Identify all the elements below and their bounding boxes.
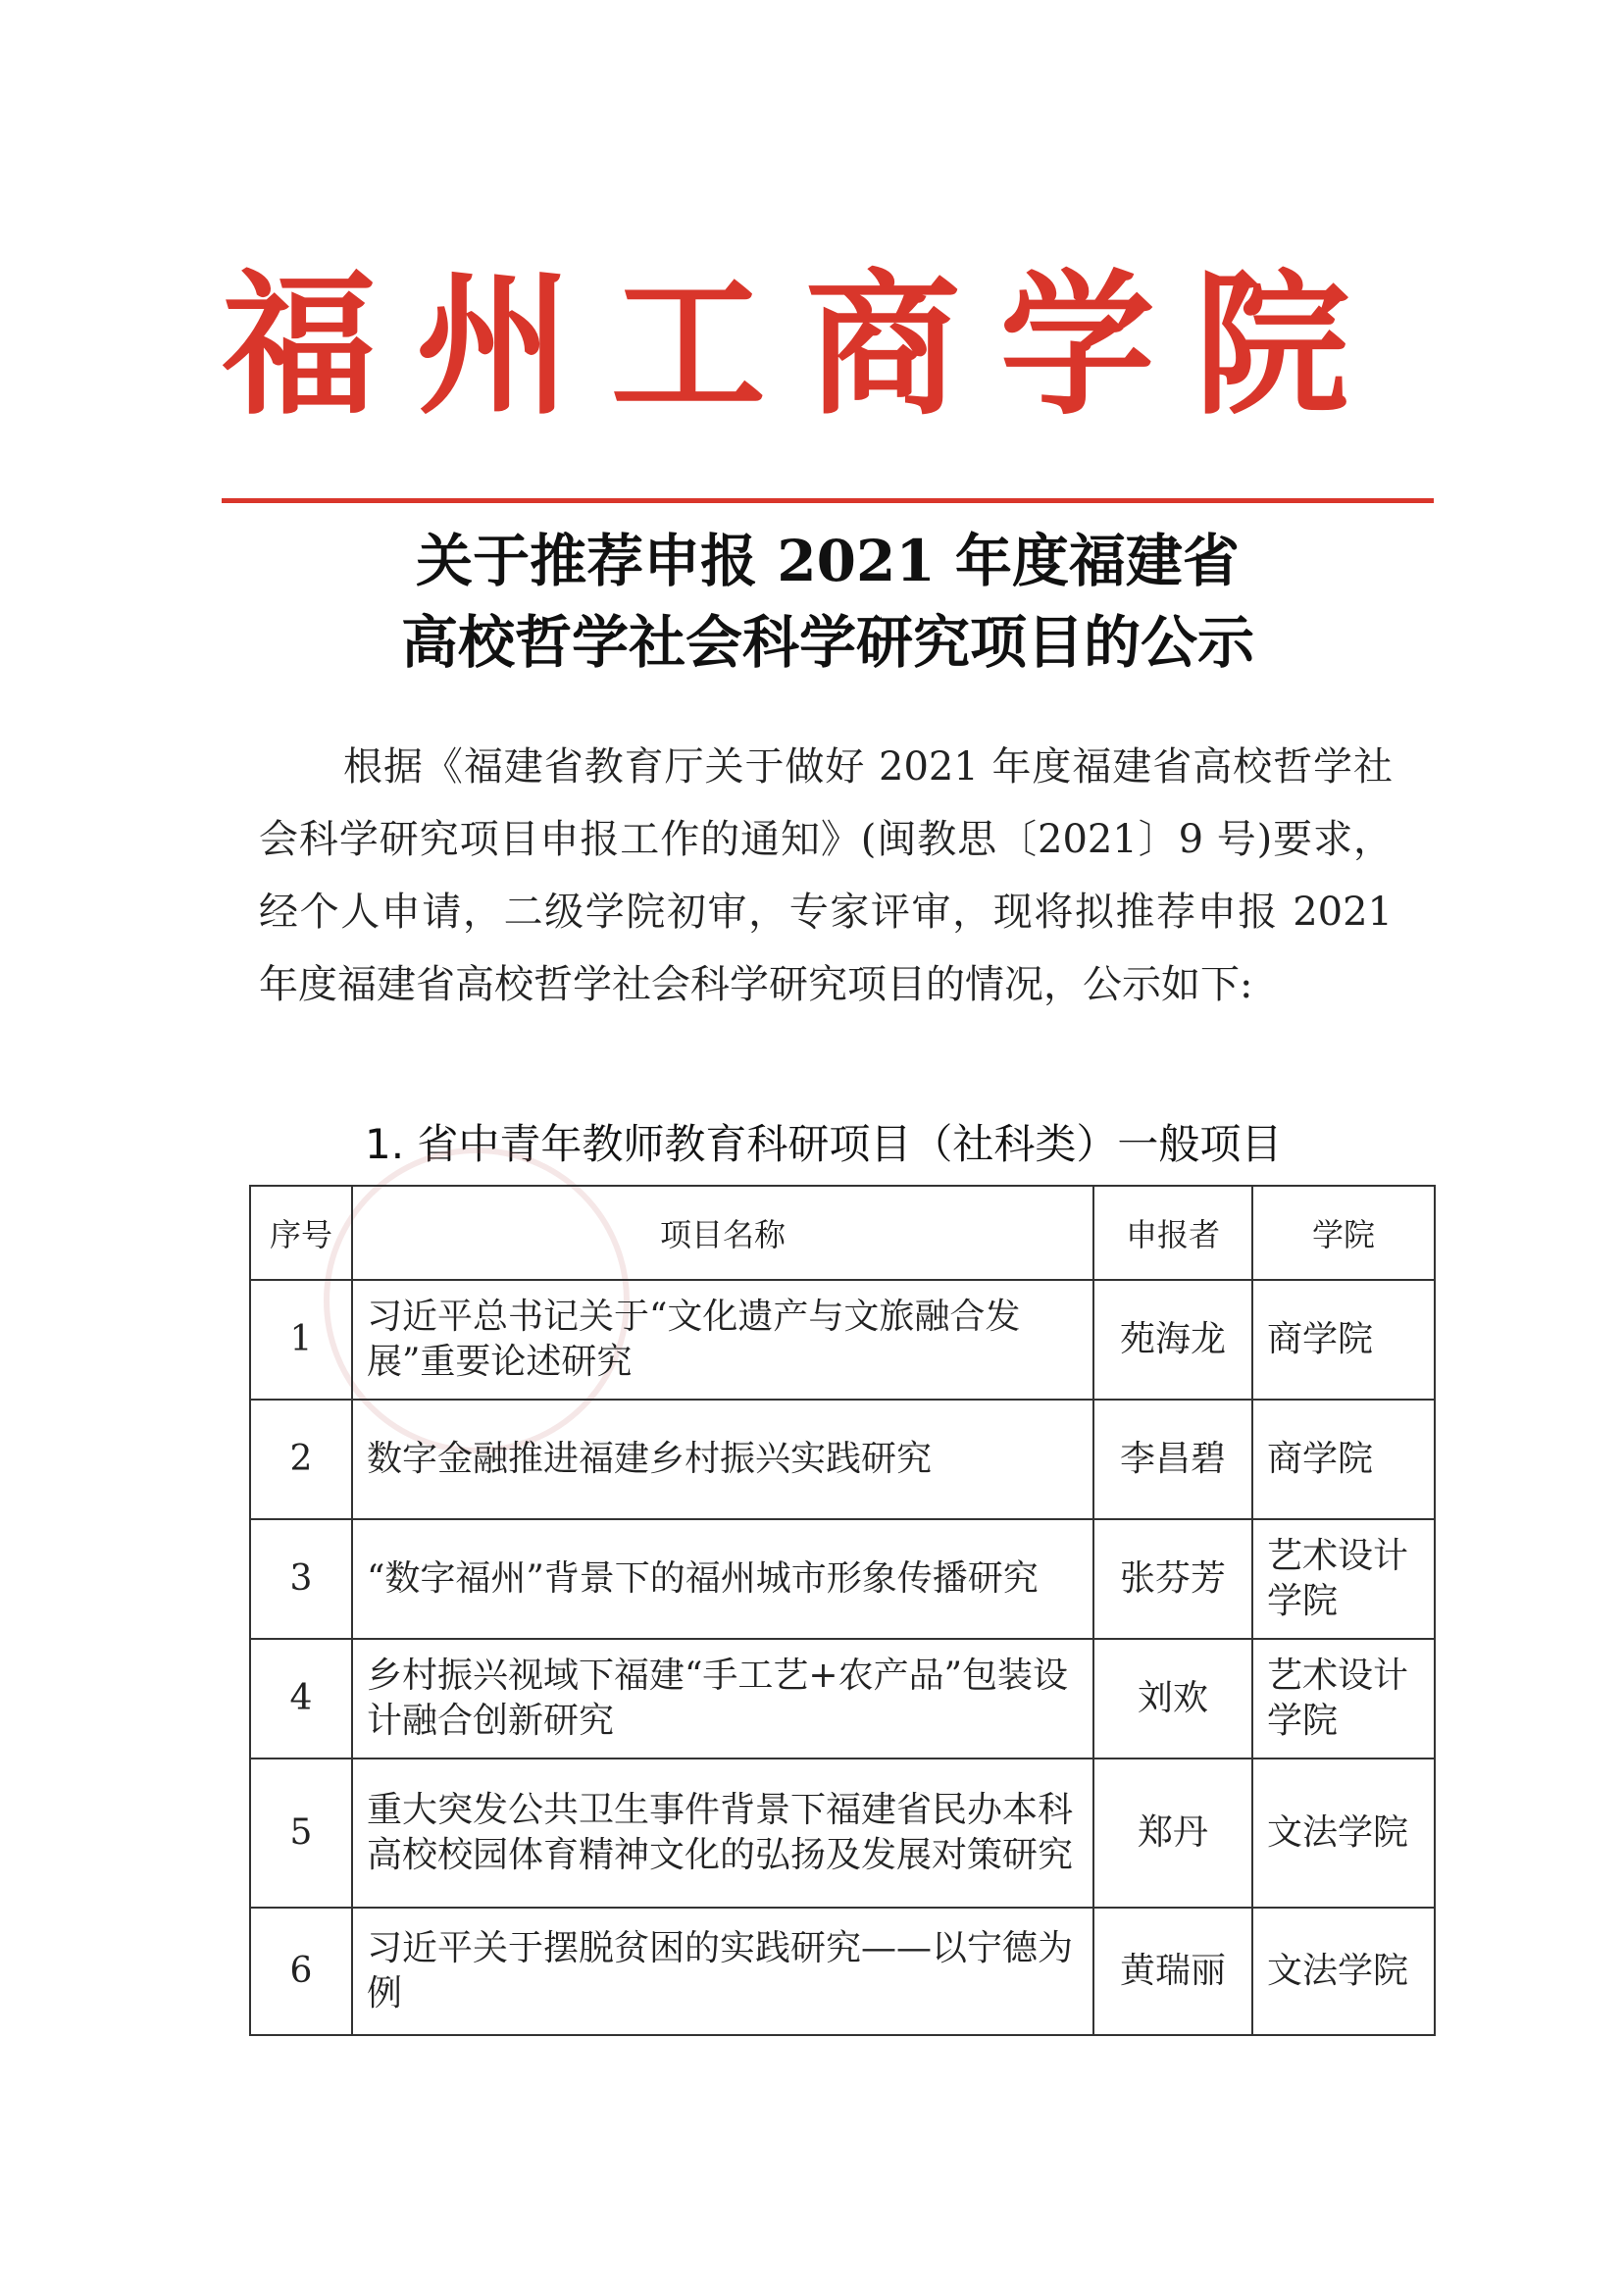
cell-project-name: 乡村振兴视域下福建“手工艺+农产品”包装设计融合创新研究: [352, 1639, 1093, 1759]
cell-college: 商学院: [1252, 1280, 1435, 1400]
masthead: [222, 255, 1349, 436]
section-heading: 1. 省中青年教师教育科研项目（社科类）一般项目: [365, 1120, 1283, 1168]
cell-applicant: 张芬芳: [1093, 1519, 1252, 1639]
table-row: [250, 1639, 1435, 1759]
cell-project-name: 重大突发公共卫生事件背景下福建省民办本科高校校园体育精神文化的弘扬及发展对策研究: [352, 1759, 1093, 1908]
table-row: [250, 1759, 1435, 1908]
header-seq: 序号: [250, 1186, 352, 1280]
cell-project-name: 习近平关于摆脱贫困的实践研究——以宁德为例: [352, 1908, 1093, 2035]
masthead-char: 商: [805, 255, 961, 436]
masthead-char: 州: [416, 255, 572, 436]
masthead-char: 福: [222, 255, 377, 436]
cell-college: 文法学院: [1252, 1759, 1435, 1908]
table-header-row: [250, 1186, 1435, 1280]
table-row: [250, 1280, 1435, 1400]
masthead-char: 工: [610, 255, 766, 436]
header-applicant: 申报者: [1093, 1186, 1252, 1280]
cell-college: 商学院: [1252, 1400, 1435, 1519]
document-title-line-2: 高校哲学社会科学研究项目的公示: [400, 609, 1254, 676]
masthead-char: 学: [999, 255, 1155, 436]
document-title-line-1: 关于推荐申报 2021 年度福建省: [416, 528, 1240, 594]
cell-applicant: 李昌碧: [1093, 1400, 1252, 1519]
projects-table: [249, 1185, 1436, 2036]
cell-applicant: 黄瑞丽: [1093, 1908, 1252, 2035]
table-row: [250, 1519, 1435, 1639]
masthead-rule: [222, 498, 1434, 503]
cell-college: 艺术设计学院: [1252, 1639, 1435, 1759]
header-college: 学院: [1252, 1186, 1435, 1280]
cell-seq: 1: [250, 1280, 352, 1400]
cell-project-name: 习近平总书记关于“文化遗产与文旅融合发展”重要论述研究: [352, 1280, 1093, 1400]
cell-project-name: “数字福州”背景下的福州城市形象传播研究: [352, 1519, 1093, 1639]
cell-applicant: 郑丹: [1093, 1759, 1252, 1908]
table-row: [250, 1908, 1435, 2035]
cell-seq: 6: [250, 1908, 352, 2035]
cell-seq: 5: [250, 1759, 352, 1908]
cell-seq: 2: [250, 1400, 352, 1519]
masthead-char: 院: [1193, 255, 1349, 436]
cell-project-name: 数字金融推进福建乡村振兴实践研究: [352, 1400, 1093, 1519]
cell-applicant: 苑海龙: [1093, 1280, 1252, 1400]
cell-college: 艺术设计学院: [1252, 1519, 1435, 1639]
cell-seq: 4: [250, 1639, 352, 1759]
cell-seq: 3: [250, 1519, 352, 1639]
table-row: [250, 1400, 1435, 1519]
header-project-name: 项目名称: [352, 1186, 1093, 1280]
cell-college: 文法学院: [1252, 1908, 1435, 2035]
cell-applicant: 刘欢: [1093, 1639, 1252, 1759]
body-paragraph: 根据《福建省教育厅关于做好 2021 年度福建省高校哲学社会科学研究项目申报工作的通知》(闽教思〔2021〕9 号)要求，经个人申请，二级学院初审，专家评审，现将拟推荐申报 2021 年度福建省高校哲学社会科学研究项目的情况，公示如下:: [259, 744, 1393, 1007]
